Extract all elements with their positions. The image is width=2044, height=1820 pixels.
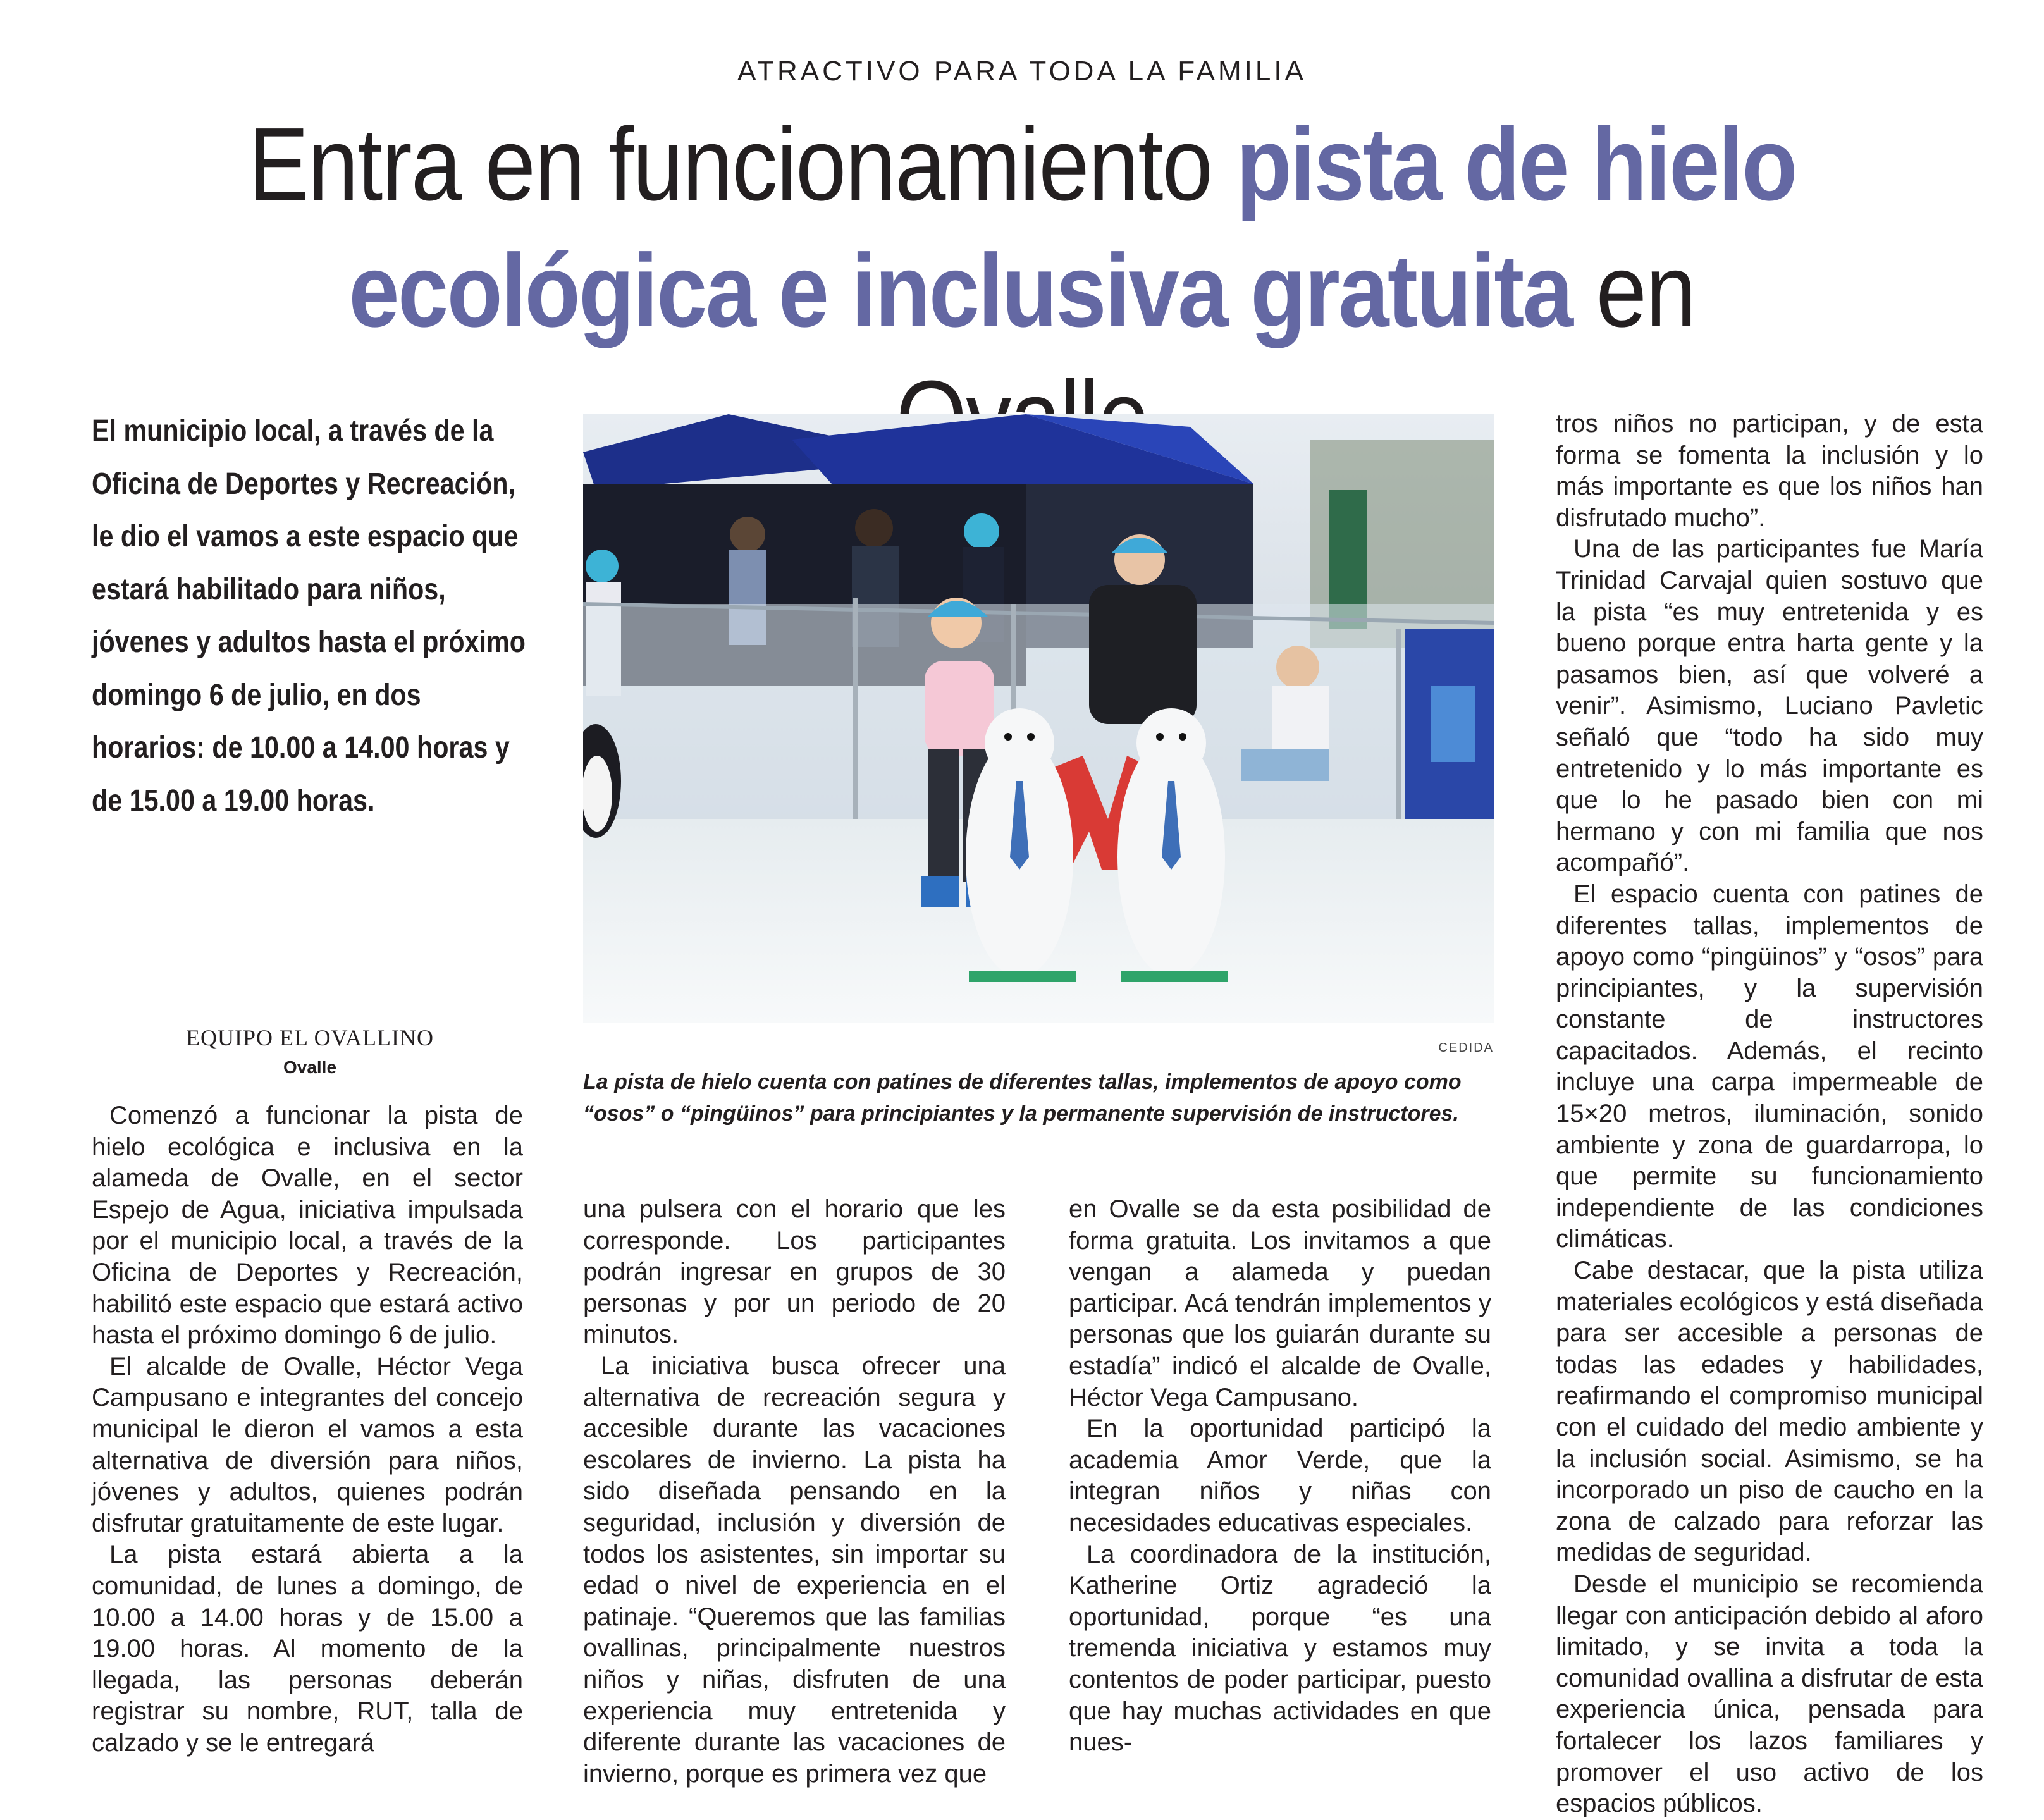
article-photo xyxy=(583,414,1494,1023)
body-paragraph: una pulsera con el horario que les corresponde. Los participantes podrán ingresar en grupos de 30 personas y por un periodo de 20 minutos. xyxy=(583,1195,1006,1349)
photo-caption: La pista de hielo cuenta con patines de diferentes tallas, implementos de apoyo como “osos” o “pingüinos” para principiantes y la permanente supervisión de instructores. xyxy=(583,1070,1462,1126)
body-column-2 xyxy=(583,1194,1006,1790)
photo-credit: CEDIDA xyxy=(1438,1041,1494,1055)
body-paragraph: Cabe destacar, que la pista utiliza materiales ecológicos y está diseñada para ser accesible a personas de todas las edades y habilidades, reafirmando el compromiso municipal con el cuidado del medio ambiente y la inclusión social. Asimismo, se ha incorporado un piso de caucho en la zona de calzado para reforzar las medidas de seguridad. xyxy=(1556,1257,1983,1567)
body-paragraph: en Ovalle se da esta posibilidad de forma gratuita. Los invitamos a que vengan a alameda y puedan participar. Acá tendrán implementos y personas que los guiarán durante su estadía” indicó el alcalde de Ovalle, Héctor Vega Campusano. xyxy=(1069,1195,1491,1411)
kicker: ATRACTIVO PARA TODA LA FAMILIA xyxy=(737,56,1307,87)
ice-rink-photo-illustration xyxy=(583,414,1494,1023)
body-paragraph: Comenzó a funcionar la pista de hielo ecológica e inclusiva en la alameda de Ovalle, en el sector Espejo de Agua, iniciativa impulsada por el municipio local, a través de la Oficina de Deportes y Recreación, habilitó este espacio que estará activo hasta el próximo domingo 6 de julio. xyxy=(92,1102,523,1350)
body-paragraph: La coordinadora de la institución, Katherine Ortiz agradeció la oportunidad, porque “es una tremenda iniciativa y estamos muy contentos de poder participar, puesto que hay muchas actividades en que nues- xyxy=(1069,1540,1491,1757)
byline-team: EQUIPO EL OVALLINO xyxy=(186,1025,434,1050)
lead-paragraph: El municipio local, a través de la Oficina de Deportes y Recreación, le dio el vamos a este espacio que estará habilitado para niños, jóvenes y adultos hasta el próximo domingo 6 de julio, en dos horarios: de 10.00 a 14.00 horas y de 15.00 a 19.00 horas. xyxy=(92,414,526,818)
headline-part-2: en xyxy=(1596,233,1696,348)
body-paragraph: La pista estará abierta a la comunidad, de lunes a domingo, de 10.00 a 14.00 horas y de 15.00 a 19.00 horas. Al momento de la llegada, las personas deberán registrar su nombre, RUT, talla de calzado y se le entregará xyxy=(92,1540,523,1757)
body-paragraph: En la oportunidad participó la academia Amor Verde, que la integran niños y niñas con necesidades educativas especiales. xyxy=(1069,1415,1491,1537)
body-column-3 xyxy=(1069,1194,1491,1759)
body-paragraph: El alcalde de Ovalle, Héctor Vega Campusano e integrantes del concejo municipal le dieron el vamos a esta alternativa de diversión para niños, jóvenes y adultos, quienes podrán disfrutar gratuitamente de este lugar. xyxy=(92,1352,523,1537)
body-column-4 xyxy=(1556,409,1983,1820)
body-paragraph: Una de las participantes fue María Trinidad Carvajal quien sostuvo que la pista “es muy entretenida y es bueno porque entra harta gente y la pasamos bien, así que volveré a venir”. Asimismo, Luciano Pavletic señaló que “todo ha sido muy entretenido y lo más importante es que lo he pasado bien con mi hermano y con mi familia que nos acompañó”. xyxy=(1556,535,1983,877)
body-paragraph: tros niños no participan, y de esta forma se fomenta la inclusión y lo más importante es que los niños han disfrutado mucho”. xyxy=(1556,410,1983,532)
headline-part-1: Entra en funcionamiento xyxy=(248,106,1236,222)
headline-highlight-1: pista de hielo xyxy=(1236,106,1796,222)
byline-place: Ovalle xyxy=(283,1057,337,1077)
headline-highlight-2: ecológica e inclusiva gratuita xyxy=(348,233,1572,348)
body-paragraph: La iniciativa busca ofrecer una alternativa de recreación segura y accesible durante las vacaciones escolares de invierno. La pista ha sido diseñada pensando en la seguridad, inclusión y diversión de todos los asistentes, sin importar su edad o nivel de experiencia en el patinaje. “Queremos que las familias ovallinas, principalmente nuestros niños y niñas, disfruten de una experiencia muy entretenida y diferente durante las vacaciones de invierno, porque es primera vez que xyxy=(583,1351,1006,1788)
body-paragraph: Desde el municipio se recomienda llegar con anticipación debido al aforo limitado, y se invita a toda la comunidad ovallina a disfrutar de esta experiencia única, pensada para fortalecer los lazos familiares y promover el uso activo de los espacios públicos. xyxy=(1556,1570,1983,1818)
body-column-1 xyxy=(92,1100,523,1759)
body-paragraph: El espacio cuenta con patines de diferentes tallas, implementos de apoyo como “pingüinos” y “osos” para principiantes, y la supervisión constante de instructores capacitados. Además, el recinto incluye una carpa impermeable de 15×20 metros, iluminación, sonido ambiente y zona de guardarropa, lo que permite su funcionamiento independiente de las condiciones climáticas. xyxy=(1556,880,1983,1253)
byline xyxy=(92,1024,528,1078)
